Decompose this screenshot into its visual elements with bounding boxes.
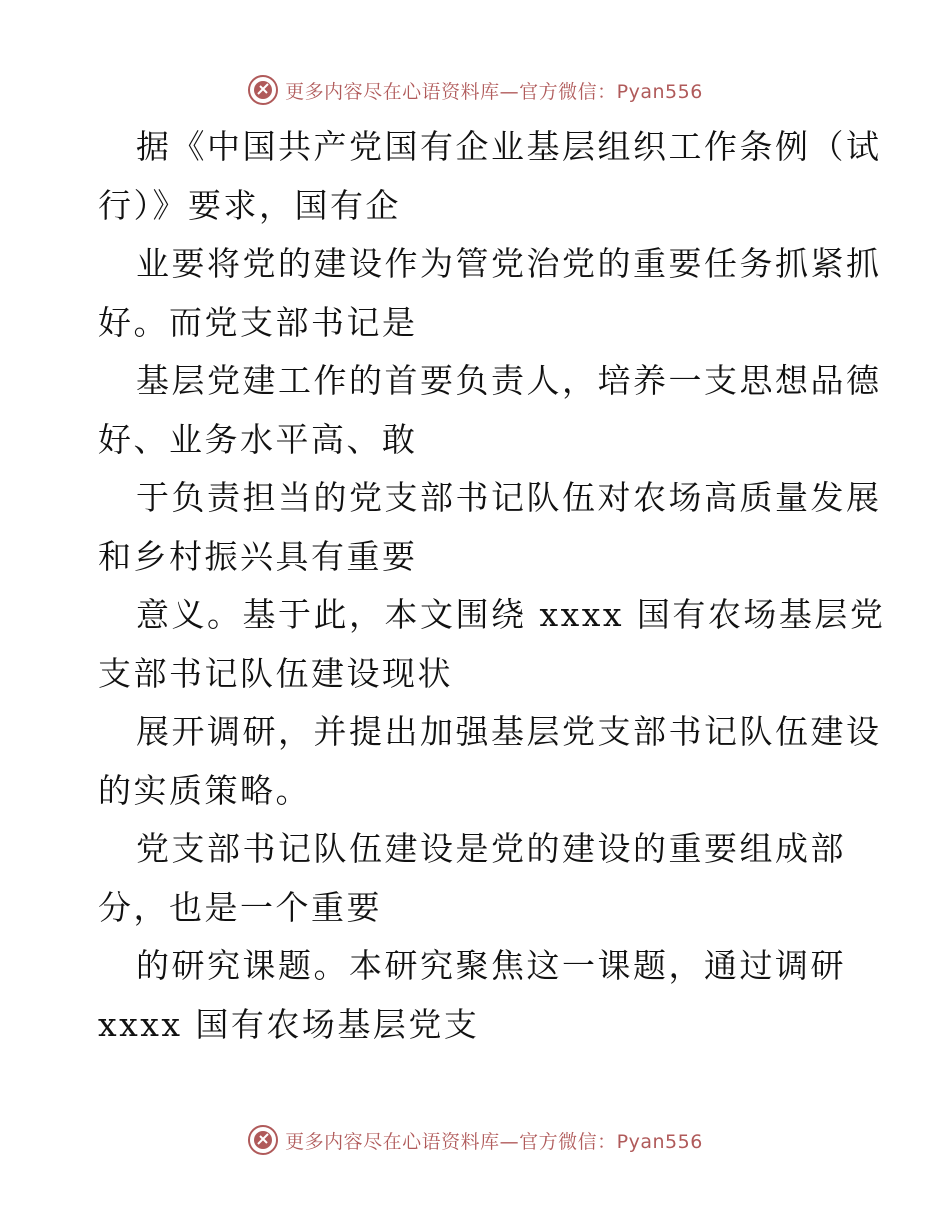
body-line: 行）》要求，国有企 [98,185,401,225]
body-line: 分，也是一个重要 [98,887,382,927]
body-line: 支部书记队伍建设现状 [98,653,453,693]
wechat-badge-icon [247,74,279,106]
document-body [98,118,886,1054]
wechat-badge-icon [247,1124,279,1156]
footer-watermark-text: 更多内容尽在心语资料库—官方微信：Pyan556 [285,1130,703,1153]
body-line: 意义。基于此，本文围绕 xxxx 国有农场基层党 [136,595,886,634]
body-line: 好、业务水平高、敢 [98,419,418,459]
header-watermark [0,70,950,110]
body-line: 的研究课题。本研究聚焦这一课题，通过调研 [136,946,846,985]
body-line: xxxx 国有农场基层党支 [98,1004,480,1044]
body-line: 党支部书记队伍建设是党的建设的重要组成部 [136,829,846,868]
body-line: 于负责担当的党支部书记队伍对农场高质量发展 [136,478,882,517]
body-line: 好。而党支部书记是 [98,302,418,342]
header-watermark-text: 更多内容尽在心语资料库—官方微信：Pyan556 [285,80,703,103]
body-line: 业要将党的建设作为管党治党的重要任务抓紧抓 [136,244,882,283]
body-line: 和乡村振兴具有重要 [98,536,418,576]
body-line: 的实质策略。 [98,770,311,810]
footer-watermark [0,1120,950,1160]
body-line: 基层党建工作的首要负责人，培养一支思想品德 [136,361,882,400]
body-line: 展开调研，并提出加强基层党支部书记队伍建设 [136,712,882,751]
body-line: 据《中国共产党国有企业基层组织工作条例（试 [136,127,882,166]
